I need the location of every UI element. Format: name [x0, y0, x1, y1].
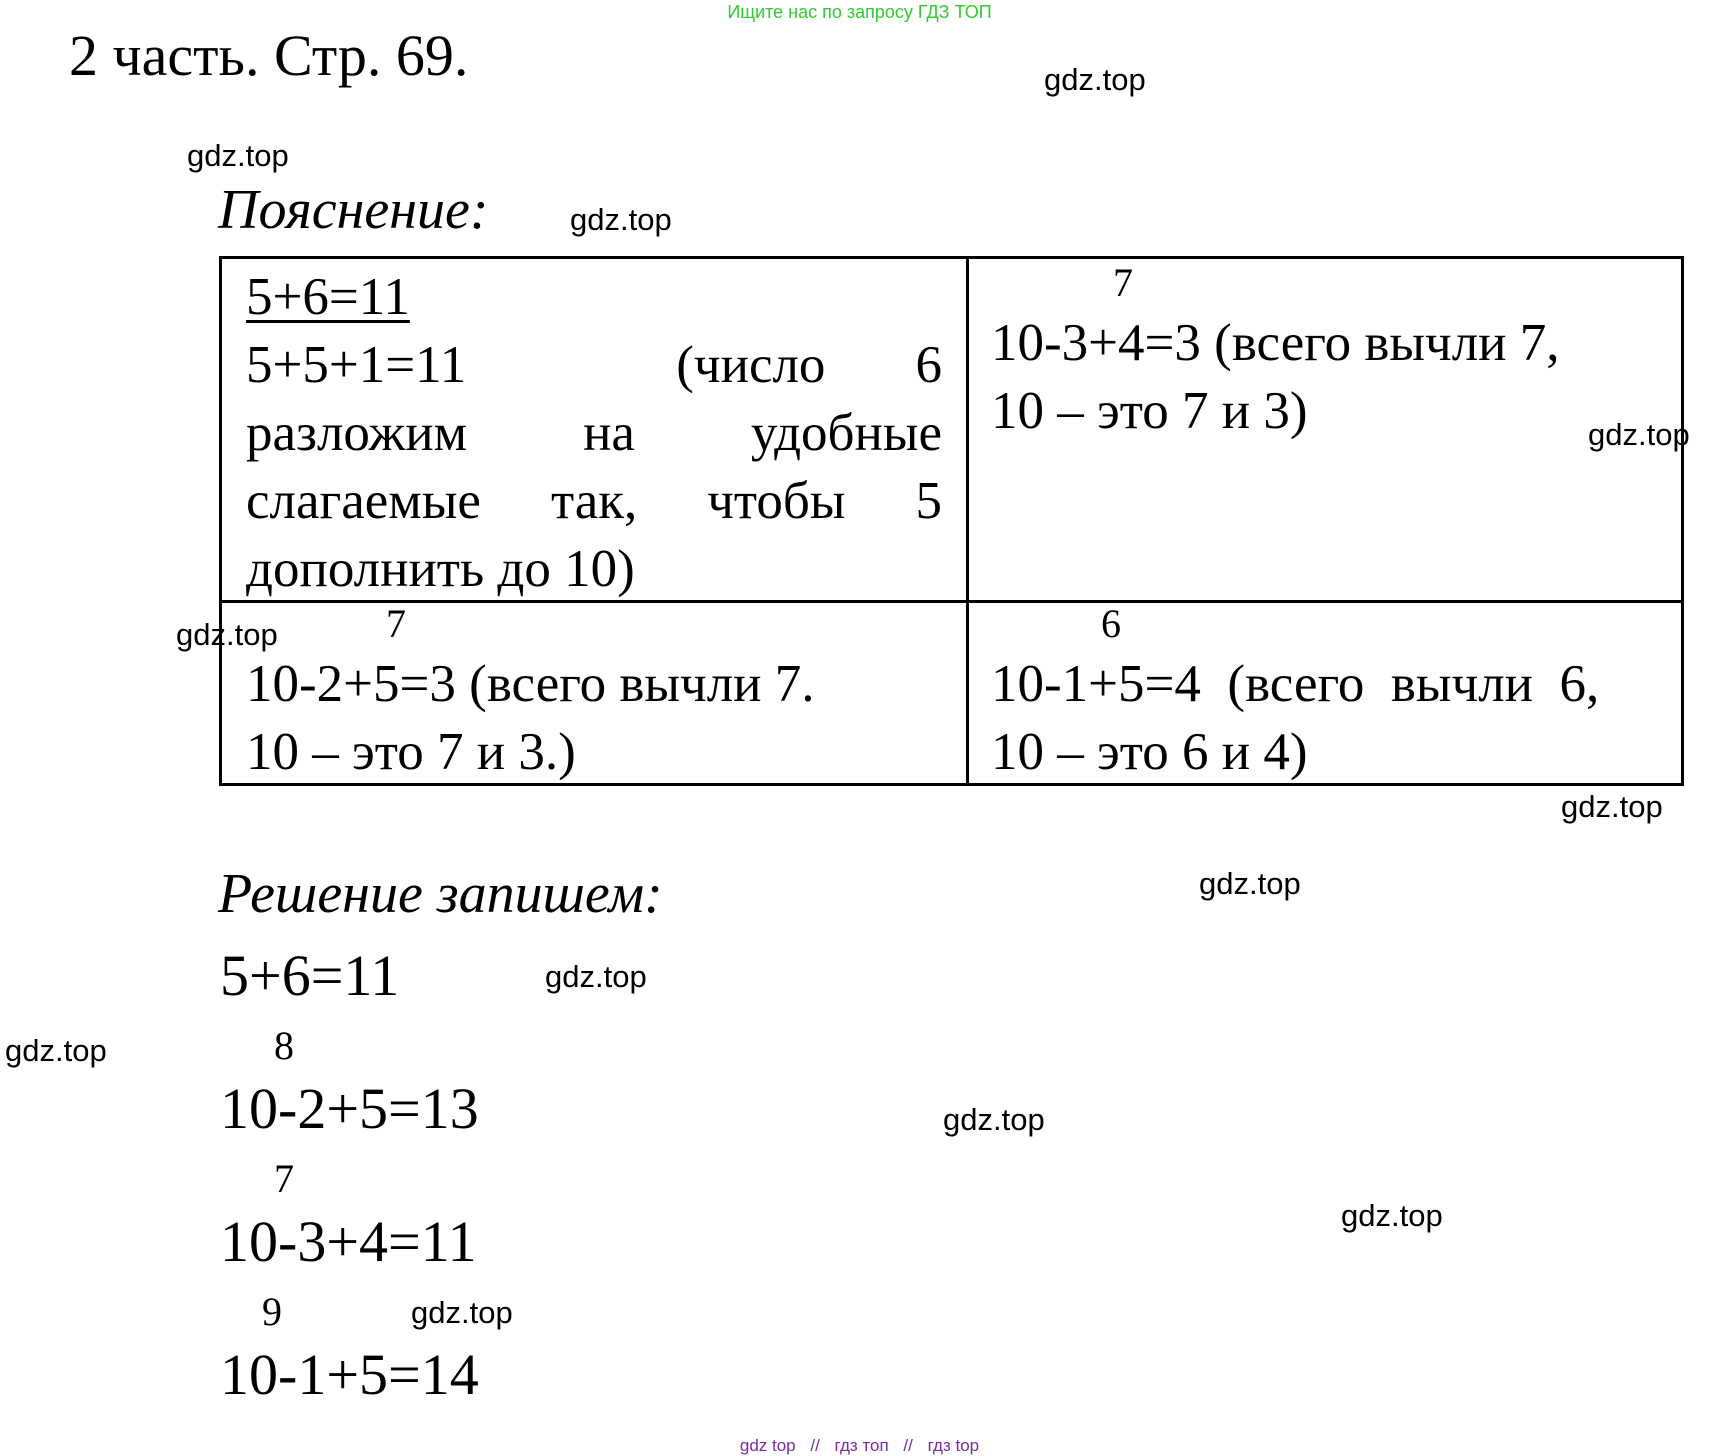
cell-text: 10 – это 7 и 3.): [246, 723, 576, 781]
superscript-number: 7: [1113, 260, 1133, 305]
cell-text: 10 – это 7 и 3): [991, 382, 1308, 440]
cell-text: на: [583, 404, 635, 462]
solution-superscript: 9: [262, 1289, 282, 1334]
watermark: gdz.top: [570, 202, 672, 237]
cell-text: 10-3+4=3 (всего вычли 7,: [991, 314, 1560, 372]
watermark: gdz.top: [411, 1295, 513, 1330]
cell-text: 10-1+5=4 (всего вычли 6,: [991, 655, 1600, 713]
cell-text: слагаемые: [246, 472, 481, 530]
table-cell-top-left: [246, 263, 942, 603]
cell-text: 5+5+1=11: [246, 336, 467, 394]
watermark: gdz.top: [1561, 789, 1663, 824]
page-title: 2 часть. Стр. 69.: [69, 23, 469, 88]
cell-text: 10-2+5=3 (всего вычли 7.: [246, 655, 815, 713]
cell-text: 5: [915, 472, 942, 530]
watermark: gdz.top: [1588, 417, 1690, 452]
solution-line: 10-2+5=13: [220, 1076, 479, 1141]
solution-heading: Решение запишем:: [218, 863, 663, 925]
explanation-heading: Пояснение:: [218, 179, 489, 241]
superscript-number: 6: [1101, 601, 1121, 646]
cell-text: чтобы: [707, 472, 846, 530]
footer-separator: //: [903, 1436, 913, 1455]
cell-text: удобные: [750, 404, 942, 462]
watermark: gdz.top: [5, 1033, 107, 1068]
solution-superscript: 8: [274, 1023, 294, 1068]
cell-text: 10 – это 6 и 4): [991, 723, 1308, 781]
solution-line: 10-1+5=14: [220, 1342, 479, 1407]
watermark: gdz.top: [176, 617, 278, 652]
cell-text: разложим: [246, 404, 468, 462]
cell-text: так,: [550, 472, 638, 530]
cell-text: 6: [915, 336, 942, 394]
footer-separator: //: [810, 1436, 820, 1455]
cell-text: дополнить до 10): [246, 540, 635, 598]
superscript-number: 7: [386, 601, 406, 646]
cell-text: (число: [676, 336, 826, 394]
explanation-table: [219, 256, 1684, 786]
solution-superscript: 7: [274, 1156, 294, 1201]
watermark: gdz.top: [1341, 1198, 1443, 1233]
solution-line: 10-3+4=11: [220, 1209, 477, 1274]
top-banner: Ищите нас по запросу ГДЗ ТОП: [727, 2, 992, 22]
watermark: gdz.top: [1199, 866, 1301, 901]
watermark: gdz.top: [943, 1102, 1045, 1137]
solution-line: 5+6=11: [220, 943, 400, 1008]
underlined-equation: 5+6=11: [246, 268, 410, 326]
watermark: gdz.top: [187, 138, 289, 173]
footer-text: гдз top: [927, 1436, 980, 1455]
table-divider-vertical: [966, 259, 969, 783]
footer-text: gdz top: [739, 1436, 796, 1455]
bottom-banner: [0, 1436, 1719, 1456]
footer-text: гдз топ: [834, 1436, 889, 1455]
watermark: gdz.top: [545, 959, 647, 994]
watermark: gdz.top: [1044, 62, 1146, 97]
